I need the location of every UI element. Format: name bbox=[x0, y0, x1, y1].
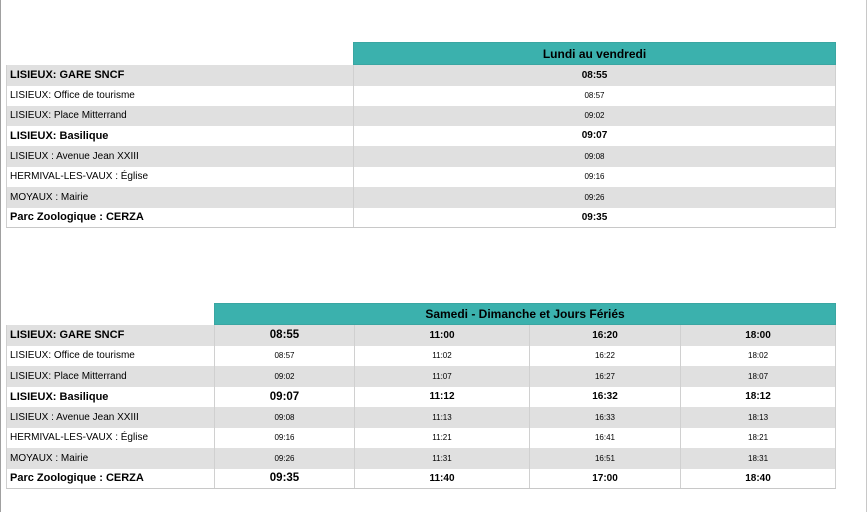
departure-time: 18:00 bbox=[681, 325, 836, 346]
departure-time: 11:00 bbox=[355, 325, 530, 346]
stop-name: LISIEUX: Place Mitterrand bbox=[7, 366, 215, 387]
stop-name: LISIEUX: Place Mitterrand bbox=[7, 106, 354, 126]
departure-time: 16:22 bbox=[530, 346, 681, 366]
departure-time: 11:12 bbox=[355, 387, 530, 407]
stop-name: HERMIVAL-LES-VAUX : Église bbox=[7, 428, 215, 448]
departure-time: 11:02 bbox=[355, 346, 530, 366]
stop-name: LISIEUX : Avenue Jean XXIII bbox=[7, 146, 354, 167]
window-left-edge bbox=[0, 0, 1, 512]
departure-time: 09:08 bbox=[354, 146, 836, 167]
departure-time: 18:13 bbox=[681, 407, 836, 428]
departure-time: 17:00 bbox=[530, 469, 681, 489]
departure-time: 09:16 bbox=[354, 167, 836, 187]
departure-time: 18:40 bbox=[681, 469, 836, 489]
stop-name: LISIEUX: Basilique bbox=[7, 126, 354, 146]
departure-time: 11:13 bbox=[355, 407, 530, 428]
departure-time: 18:31 bbox=[681, 448, 836, 469]
departure-time: 09:08 bbox=[215, 407, 355, 428]
departure-time: 16:51 bbox=[530, 448, 681, 469]
stop-name: LISIEUX: GARE SNCF bbox=[7, 65, 354, 86]
stop-name: LISIEUX: Basilique bbox=[7, 387, 215, 407]
departure-time: 16:33 bbox=[530, 407, 681, 428]
stop-name: LISIEUX: Office de tourisme bbox=[7, 346, 215, 366]
stop-name: MOYAUX : Mairie bbox=[7, 448, 215, 469]
stop-name: Parc Zoologique : CERZA bbox=[7, 208, 354, 228]
departure-time: 09:16 bbox=[215, 428, 355, 448]
departure-time: 08:57 bbox=[354, 86, 836, 106]
departure-time: 09:07 bbox=[215, 387, 355, 407]
departure-time: 11:07 bbox=[355, 366, 530, 387]
stop-name: Parc Zoologique : CERZA bbox=[7, 469, 215, 489]
departure-time: 08:55 bbox=[215, 325, 355, 346]
stop-name: LISIEUX : Avenue Jean XXIII bbox=[7, 407, 215, 428]
departure-time: 09:02 bbox=[354, 106, 836, 126]
departure-time: 08:57 bbox=[215, 346, 355, 366]
header-spacer bbox=[7, 43, 354, 65]
departure-time: 16:41 bbox=[530, 428, 681, 448]
weekday-timetable bbox=[6, 42, 836, 228]
departure-time: 11:21 bbox=[355, 428, 530, 448]
stop-name: LISIEUX: Office de tourisme bbox=[7, 86, 354, 106]
departure-time: 08:55 bbox=[354, 65, 836, 86]
departure-time: 18:12 bbox=[681, 387, 836, 407]
departure-time: 09:35 bbox=[354, 208, 836, 228]
weekend-header: Samedi - Dimanche et Jours Fériés bbox=[215, 304, 836, 325]
departure-time: 18:02 bbox=[681, 346, 836, 366]
departure-time: 18:21 bbox=[681, 428, 836, 448]
header-spacer bbox=[7, 304, 215, 325]
departure-time: 16:27 bbox=[530, 366, 681, 387]
departure-time: 09:02 bbox=[215, 366, 355, 387]
departure-time: 11:40 bbox=[355, 469, 530, 489]
departure-time: 09:07 bbox=[354, 126, 836, 146]
departure-time: 09:26 bbox=[354, 187, 836, 208]
departure-time: 18:07 bbox=[681, 366, 836, 387]
departure-time: 16:32 bbox=[530, 387, 681, 407]
stop-name: LISIEUX: GARE SNCF bbox=[7, 325, 215, 346]
weekday-header: Lundi au vendredi bbox=[354, 43, 836, 65]
stop-name: MOYAUX : Mairie bbox=[7, 187, 354, 208]
departure-time: 16:20 bbox=[530, 325, 681, 346]
weekend-timetable bbox=[6, 303, 836, 489]
departure-time: 11:31 bbox=[355, 448, 530, 469]
departure-time: 09:35 bbox=[215, 469, 355, 489]
stop-name: HERMIVAL-LES-VAUX : Église bbox=[7, 167, 354, 187]
departure-time: 09:26 bbox=[215, 448, 355, 469]
